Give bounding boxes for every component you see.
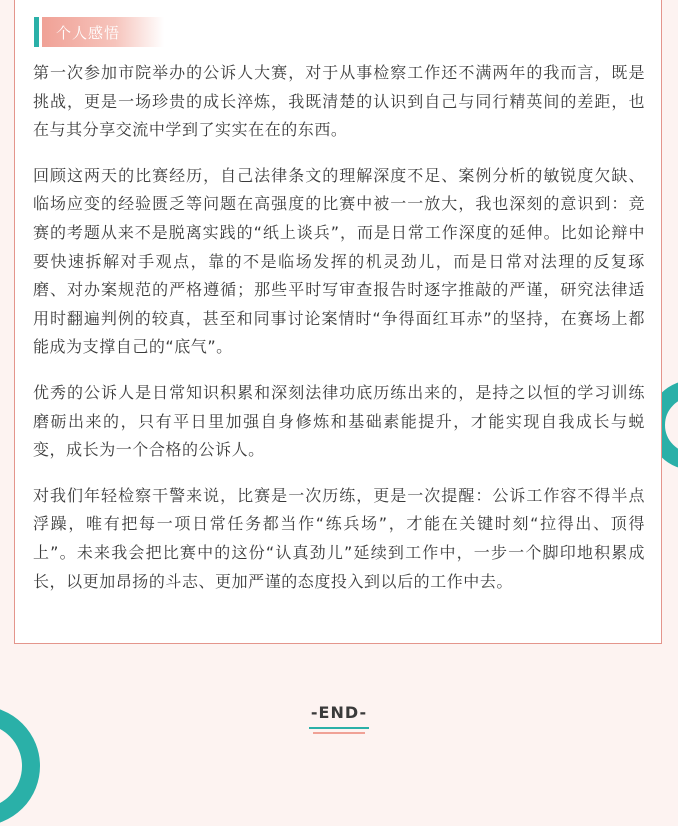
article-body (33, 59, 645, 613)
end-label: -END- (310, 703, 368, 722)
section-accent-bar (34, 17, 39, 47)
end-underline-teal (309, 727, 369, 729)
section-header (34, 17, 164, 47)
article-card (14, 0, 662, 644)
end-marker (309, 703, 369, 734)
decorative-ring-left (0, 706, 40, 826)
paragraph-1: 第一次参加市院举办的公诉人大赛，对于从事检察工作还不满两年的我而言，既是挑战，更是一场珍贵的成长淬炼，我既清楚的认识到自己与同行精英间的差距，也在与其分享交流中学到了实实在在的东西。 (33, 63, 645, 140)
paragraph-3: 优秀的公诉人是日常知识积累和深刻法律功底历练出来的，是持之以恒的学习训练磨砺出来的，只有平日里加强自身修炼和基础素能提升，才能实现自我成长与蜕变，成长为一个合格的公诉人。 (33, 382, 645, 460)
section-title: 个人感悟 (56, 23, 121, 42)
section-title-banner (42, 17, 164, 47)
end-underline-pink (313, 732, 365, 734)
paragraph-2: 回顾这两天的比赛经历，自己法律条文的理解深度不足、案例分析的敏锐度欠缺、临场应变的经验匮乏等问题在高强度的比赛中被一一放大，我也深刻的意识到：竞赛的考题从来不是脱离实践的“纸上谈兵”，而是日常工作深度的延伸。比如论辩中要快速拆解对手观点，靠的不是临场发挥的机灵劲儿，而是日常对法理的反复琢磨、对办案规范的严格遵循；那些平时写审查报告时逐字推敲的严谨，研究法律适用时翻遍判例的较真，甚至和同事讨论案情时“争得面红耳赤”的坚持，在赛场上都能成为支撑自己的“底气”。 (33, 165, 645, 357)
paragraph-4: 对我们年轻检察干警来说，比赛是一次历练，更是一次提醒：公诉工作容不得半点浮躁，唯有把每一项日常任务都当作“练兵场”，才能在关键时刻“拉得出、顶得上”。未来我会把比赛中的这份“认真劲儿”延续到工作中，一步一个脚印地积累成长，以更加昂扬的斗志、更加严谨的态度投入到以后的工作中去。 (33, 485, 645, 591)
